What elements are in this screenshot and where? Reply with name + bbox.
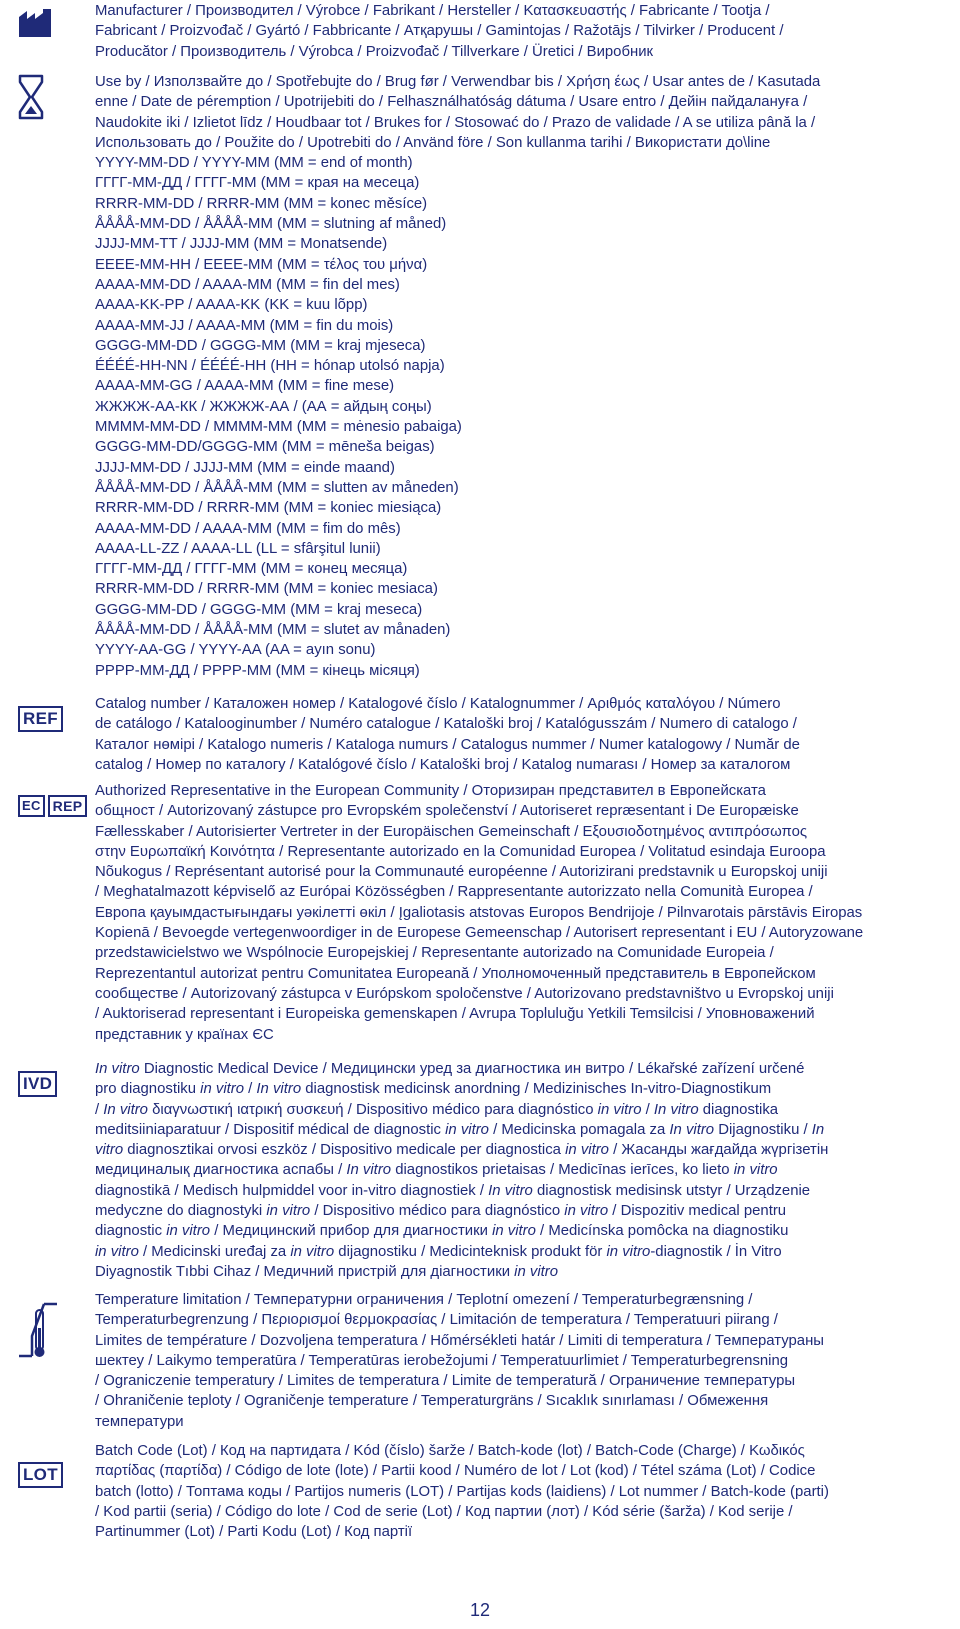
text-segment: / Medicinska pomagala za bbox=[488, 1121, 670, 1138]
text-line: GGGG-MM-DD / GGGG-MM (MM = kraj mjeseca) bbox=[95, 337, 426, 354]
text-line: GGGG-MM-DD/GGGG-MM (MM = mēneša beigas) bbox=[95, 439, 435, 456]
italic-segment: in vitro bbox=[266, 1203, 311, 1220]
text-line: Использовать до / Použite do / Upotrebiti do / Använd före / Son kullanma tarihi / Використати до\line bbox=[95, 134, 771, 151]
text-line bbox=[95, 1160, 955, 1180]
italic-segment: In vitro bbox=[653, 1101, 699, 1118]
text-line: общност / Autorizovaný zástupce pro Evropském společenství / Autoriseret repræsentant i De Europæiske bbox=[95, 803, 799, 820]
text-segment: / Медицинский прибор для диагностики bbox=[210, 1223, 493, 1240]
text-line: Catalog number / Каталожен номер / Katalogové číslo / Katalognummer / Αριθμός καταλόγου / Número bbox=[95, 696, 781, 712]
text-line: catalog / Номер по каталогу / Katalógové číslo / Kataloški broj / Katalog numarası / Номер за каталогом bbox=[95, 756, 791, 773]
italic-segment: in vitro bbox=[492, 1223, 536, 1240]
text-line bbox=[95, 1262, 955, 1282]
italic-segment: in vitro bbox=[514, 1263, 559, 1280]
text-segment: pro diagnostiku bbox=[95, 1081, 201, 1098]
italic-segment: in vitro bbox=[733, 1162, 778, 1179]
text-line: JJJJ-MM-TT / JJJJ-MM (MM = Monatsende) bbox=[95, 236, 388, 253]
text-line: РРРР-ММ-ДД / РРРР-ММ (ММ = кінець місяця) bbox=[95, 662, 420, 679]
text-line: παρτίδας (παρτίδα) / Código de lote (lote) / Partii kood / Numéro de lot / Lot (kod) / Tétel száma (Lot) / Codice bbox=[95, 1463, 816, 1480]
text-line: ÉÉÉÉ-HH-NN / ÉÉÉÉ-HH (HH = hónap utolsó napja) bbox=[95, 358, 445, 375]
text-line: ÅÅÅÅ-MM-DD / ÅÅÅÅ-MM (MM = slutning af måned) bbox=[95, 216, 447, 233]
text-segment: Dijagnostiku / bbox=[714, 1121, 812, 1138]
text-segment: -diagnostik / İn Vitro bbox=[650, 1243, 782, 1260]
italic-segment: in vitro bbox=[290, 1243, 335, 1260]
text-line: przedstawicielstwo we Wspólnocie Europejskiej / Representante autorizado na Comunidade Europeia / bbox=[95, 945, 774, 962]
text-segment: diagnosztikai orvosi eszköz / Dispositivo medicale per diagnostica bbox=[123, 1142, 566, 1159]
text-line: enne / Date de péremption / Upotrijebiti do / Felhasználhatóság dátuma / Usare entro / Дейін пайдалануға / bbox=[95, 94, 808, 111]
text-segment: Diagnostic Medical Device / Медицински уред за диагностика ин витро / Lékařské zařízení určené bbox=[139, 1061, 805, 1077]
text-line bbox=[95, 1242, 955, 1262]
text-line: GGGG-MM-DD / GGGG-MM (MM = kraj meseca) bbox=[95, 601, 423, 618]
thermometer-icon bbox=[18, 1302, 74, 1360]
text-segment: / Medicínska pomôcka na diagnostiku bbox=[535, 1223, 789, 1240]
text-segment: diagnostika bbox=[698, 1101, 779, 1118]
hourglass-icon bbox=[18, 74, 74, 120]
text-line bbox=[95, 1079, 955, 1099]
text-segment: / Medicinski uređaj za bbox=[138, 1243, 291, 1260]
text-segment: medyczne do diagnostyki bbox=[95, 1203, 267, 1220]
ec-rep-symbol-icon bbox=[18, 795, 83, 817]
text-line: / Auktoriserad representant i Europeiska gemenskapen / Avrupa Topluluğu Yetkili Temsilcisi / Уповноважений bbox=[95, 1006, 815, 1023]
text-line: / Ograniczenie temperatury / Limites de temperatura / Limite de temperatură / Ограничение температуры bbox=[95, 1373, 796, 1390]
text-line: Kopienā / Bevoegde vertegenwoordiger in de Europese Gemeenschap / Autorisert representant i EU / Autoryzowane bbox=[95, 925, 864, 942]
italic-segment: in vitro bbox=[95, 1243, 139, 1260]
text-line bbox=[95, 1201, 955, 1221]
text-segment: meditsiiniaparatuur / Dispositif médical de diagnostic bbox=[95, 1121, 446, 1138]
text-line: Temperaturbegrenzung / Περιορισμοί θερμοκρασίας / Limitación de temperatura / Temperatuuri piirang / bbox=[95, 1312, 778, 1329]
text-segment: diagnostic bbox=[95, 1223, 167, 1240]
text-line: Nõukogus / Représentant autorisé pour la Communauté européenne / Autorizirani predstavnik u Europskoj uniji bbox=[95, 864, 828, 881]
text-line: Каталог нөмірі / Katalogo numeris / Kataloga numurs / Catalogus nummer / Numer katalogowy / Număr de bbox=[95, 736, 800, 753]
text-line: AAAA-MM-GG / AAAA-MM (MM = fine mese) bbox=[95, 378, 395, 395]
text-line: Partinummer (Lot) / Parti Kodu (Lot) / Код партії bbox=[95, 1524, 413, 1541]
text-line: Use by / Използвайте до / Spotřebujte do / Brug før / Verwendbar bis / Χρήση έως / Usar antes de / Kasutada bbox=[95, 74, 821, 90]
ec-label: EC bbox=[18, 795, 45, 817]
text-line: AAAA-LL-ZZ / AAAA-LL (LL = sfârşitul lunii) bbox=[95, 540, 381, 557]
text-line: Fabricant / Proizvođač / Gyártó / Fabbricante / Атқарушы / Gamintojas / Ražotājs / Tilvirker / Producent / bbox=[95, 23, 784, 40]
italic-segment: In vitro bbox=[488, 1182, 533, 1199]
text-line: JJJJ-MM-DD / JJJJ-MM (MM = einde maand) bbox=[95, 459, 395, 476]
lot-symbol-icon bbox=[18, 1462, 74, 1488]
page-number: 12 bbox=[469, 1600, 491, 1620]
italic-segment: in vitro bbox=[597, 1101, 642, 1118]
italic-segment: in vitro bbox=[445, 1121, 489, 1138]
catalog-number-text bbox=[95, 694, 955, 775]
italic-segment: In vitro bbox=[346, 1162, 392, 1179]
authorized-representative-text bbox=[95, 781, 955, 1045]
text-line: MMMM-MM-DD / MMMM-MM (MM = mėnesio pabaiga) bbox=[95, 419, 462, 436]
italic-segment: in vitro bbox=[565, 1142, 609, 1159]
italic-segment: in vitro bbox=[564, 1203, 609, 1220]
text-segment: / Dispozitiv medical pentru bbox=[608, 1203, 787, 1220]
text-line: AAAA-MM-DD / AAAA-MM (MM = fim do mês) bbox=[95, 520, 401, 537]
text-line bbox=[95, 1100, 955, 1120]
ref-symbol-icon bbox=[18, 706, 74, 732]
text-line: RRRR-MM-DD / RRRR-MM (MM = konec měsíce) bbox=[95, 195, 428, 212]
text-segment: медициналық диагностика аспабы / bbox=[95, 1162, 347, 1179]
text-line: Manufacturer / Производител / Výrobce / Fabrikant / Hersteller / Κατασκευαστής / Fabricante / Tootja / bbox=[95, 3, 770, 19]
text-line: / Ohraničenie teploty / Ograničenje temperature / Temperaturgräns / Sıcaklık sınırlaması / Обмеження bbox=[95, 1393, 769, 1410]
lot-label: LOT bbox=[18, 1462, 63, 1488]
italic-segment: In vitro bbox=[256, 1081, 302, 1098]
italic-segment: in vitro bbox=[166, 1223, 211, 1240]
text-line: ЖЖЖЖ-АА-КК / ЖЖЖЖ-АА / (АА = айдың соңы) bbox=[95, 398, 432, 415]
manufacturer-icon bbox=[18, 8, 74, 38]
text-segment: dijagnostiku / Medicinteknisk produkt för bbox=[334, 1243, 607, 1260]
text-line: температури bbox=[95, 1413, 184, 1430]
italic-segment: In bbox=[811, 1121, 825, 1138]
text-line: / Meghatalmazott képviselő az Európai Közösségben / Rappresentante autorizzato nella Comunità Europea / bbox=[95, 884, 813, 901]
text-line: Authorized Representative in the European Community / Оторизиран представител в Европейската bbox=[95, 783, 766, 799]
italic-segment: In vitro bbox=[103, 1101, 148, 1118]
text-line: Fællesskaber / Autorisierter Vertreter in der Europäischen Gemeinschaft / Εξουσιοδοτημένος αντιπρόσωπος bbox=[95, 823, 808, 840]
text-segment: diagnostisk medicinsk anordning / Medizinisches In-vitro-Diagnostikum bbox=[301, 1081, 772, 1098]
text-line: ГГГГ-ММ-ДД / ГГГГ-ММ (ММ = края на месеца) bbox=[95, 175, 420, 192]
italic-segment: in vitro bbox=[606, 1243, 651, 1260]
ref-label: REF bbox=[18, 706, 63, 732]
text-line: / Kod partii (seria) / Código do lote / Cod de serie (Lot) / Код партии (лот) / Kód série (šarža) / Kod serije / bbox=[95, 1503, 793, 1520]
text-line: ГГГГ-ММ-ДД / ГГГГ-ММ (ММ = конец месяца) bbox=[95, 561, 408, 578]
ivd-symbol-icon bbox=[18, 1071, 74, 1097]
text-line: YYYY-AA-GG / YYYY-AA (AA = ayın sonu) bbox=[95, 642, 376, 659]
italic-segment: In vitro bbox=[95, 1061, 140, 1077]
text-line: Batch Code (Lot) / Код на партидата / Kód (číslo) šarže / Batch-kode (lot) / Batch-Code (Charge) / Κωδικός bbox=[95, 1443, 805, 1459]
text-line bbox=[95, 1120, 955, 1140]
text-line: batch (lotto) / Топтама коды / Partijos numeris (LOT) / Partijas kods (laidiens) / Lot nummer / Batch-kode (parti) bbox=[95, 1483, 829, 1500]
text-segment: διαγνωστική ιατρική συσκευή / Dispositivo médico para diagnóstico bbox=[147, 1101, 598, 1118]
text-line bbox=[95, 1059, 955, 1079]
text-line: στην Ευρωπαϊκή Κοινότητα / Representante autorizado en la Comunidad Europea / Volitatud esindaja Euroopa bbox=[95, 843, 826, 860]
text-segment: diagnostikos prietaisas / Medicīnas ierīces, ko lieto bbox=[391, 1162, 734, 1179]
text-line: Producător / Производитель / Výrobca / Proizvođač / Tillverkare / Üretici / Виробник bbox=[95, 43, 654, 60]
rep-label: REP bbox=[48, 795, 88, 817]
italic-segment: in vitro bbox=[200, 1081, 244, 1098]
manufacturer-text bbox=[95, 1, 955, 62]
text-line: YYYY-MM-DD / YYYY-MM (MM = end of month) bbox=[95, 155, 413, 172]
italic-segment: vitro bbox=[95, 1142, 124, 1159]
text-line bbox=[95, 1221, 955, 1241]
temperature-limitation-text bbox=[95, 1290, 955, 1432]
text-line: AAAA-MM-DD / AAAA-MM (MM = fin del mes) bbox=[95, 276, 400, 293]
text-line: Reprezentantul autorizat pentru Comunitatea Europeană / Уполномоченный представитель в Европейском bbox=[95, 965, 816, 982]
text-segment: Diyagnostik Tıbbi Cihaz / Медичний пристрій для діагностики bbox=[95, 1263, 515, 1280]
text-line: Limites de température / Dozvoljena temperatura / Hőmérsékleti határ / Limiti di temperatura / Температураны bbox=[95, 1332, 824, 1349]
text-line: AAAA-MM-JJ / AAAA-MM (MM = fin du mois) bbox=[95, 317, 394, 334]
text-segment: / bbox=[641, 1101, 654, 1118]
text-line: Naudokite iki / Izlietot līdz / Houdbaar tot / Brukes for / Stosować do / Prazo de validade / A se utiliza până la / bbox=[95, 114, 816, 131]
batch-code-text bbox=[95, 1441, 955, 1542]
text-line: представник у країнах ЄС bbox=[95, 1026, 274, 1043]
text-segment: / bbox=[95, 1101, 104, 1118]
text-line: ÅÅÅÅ-MM-DD / ÅÅÅÅ-MM (MM = slutten av måneden) bbox=[95, 479, 459, 496]
text-line bbox=[95, 1181, 955, 1201]
text-line: AAAA-KK-PP / AAAA-KK (KK = kuu lõpp) bbox=[95, 297, 368, 314]
text-line: Европа қауымдастығындағы уәкілетті өкіл / Įgaliotasis atstovas Europos Bendrijoje / Pilnvarotais pārstāvis Eiropas bbox=[95, 904, 863, 921]
text-segment: / Жасанды жағдайда жүргізетін bbox=[608, 1142, 829, 1159]
text-segment: diagnostisk medisinsk utstyr / Urządzenie bbox=[532, 1182, 811, 1199]
text-line: сообществе / Autorizovaný zástupca v Európskom spoločenstve / Autorizovano predstavništvo u Evropskoj uniji bbox=[95, 985, 834, 1002]
text-line: RRRR-MM-DD / RRRR-MM (MM = koniec miesiąca) bbox=[95, 500, 442, 517]
text-line: ÅÅÅÅ-MM-DD / ÅÅÅÅ-MM (MM = slutet av månaden) bbox=[95, 622, 451, 639]
italic-segment: In vitro bbox=[669, 1121, 715, 1138]
text-segment: / bbox=[244, 1081, 257, 1098]
ivd-label: IVD bbox=[18, 1071, 57, 1097]
text-segment: diagnostikā / Medisch hulpmiddel voor in-vitro diagnostiek / bbox=[95, 1182, 489, 1199]
text-line bbox=[95, 1140, 955, 1160]
text-line: de catálogo / Katalooginumber / Numéro catalogue / Kataloški broj / Katalógusszám / Numero di catalogo / bbox=[95, 716, 797, 733]
ivd-text bbox=[95, 1059, 955, 1282]
text-line: ΕΕΕΕ-ΜΜ-ΗΗ / ΕΕΕΕ-ΜΜ (ΜΜ = τέλος του μήνα) bbox=[95, 256, 428, 273]
text-line: шектеу / Laikymo temperatūra / Temperatūras ierobežojumi / Temperatuurlimiet / Temperaturbegrensning bbox=[95, 1352, 789, 1369]
text-line: Temperature limitation / Температурни ограничения / Teplotní omezení / Temperaturbegrænsning / bbox=[95, 1292, 753, 1308]
text-line: RRRR-MM-DD / RRRR-MM (MM = koniec mesiaca) bbox=[95, 581, 438, 598]
text-segment: / Dispositivo médico para diagnóstico bbox=[310, 1203, 565, 1220]
use-by-text bbox=[95, 72, 955, 681]
